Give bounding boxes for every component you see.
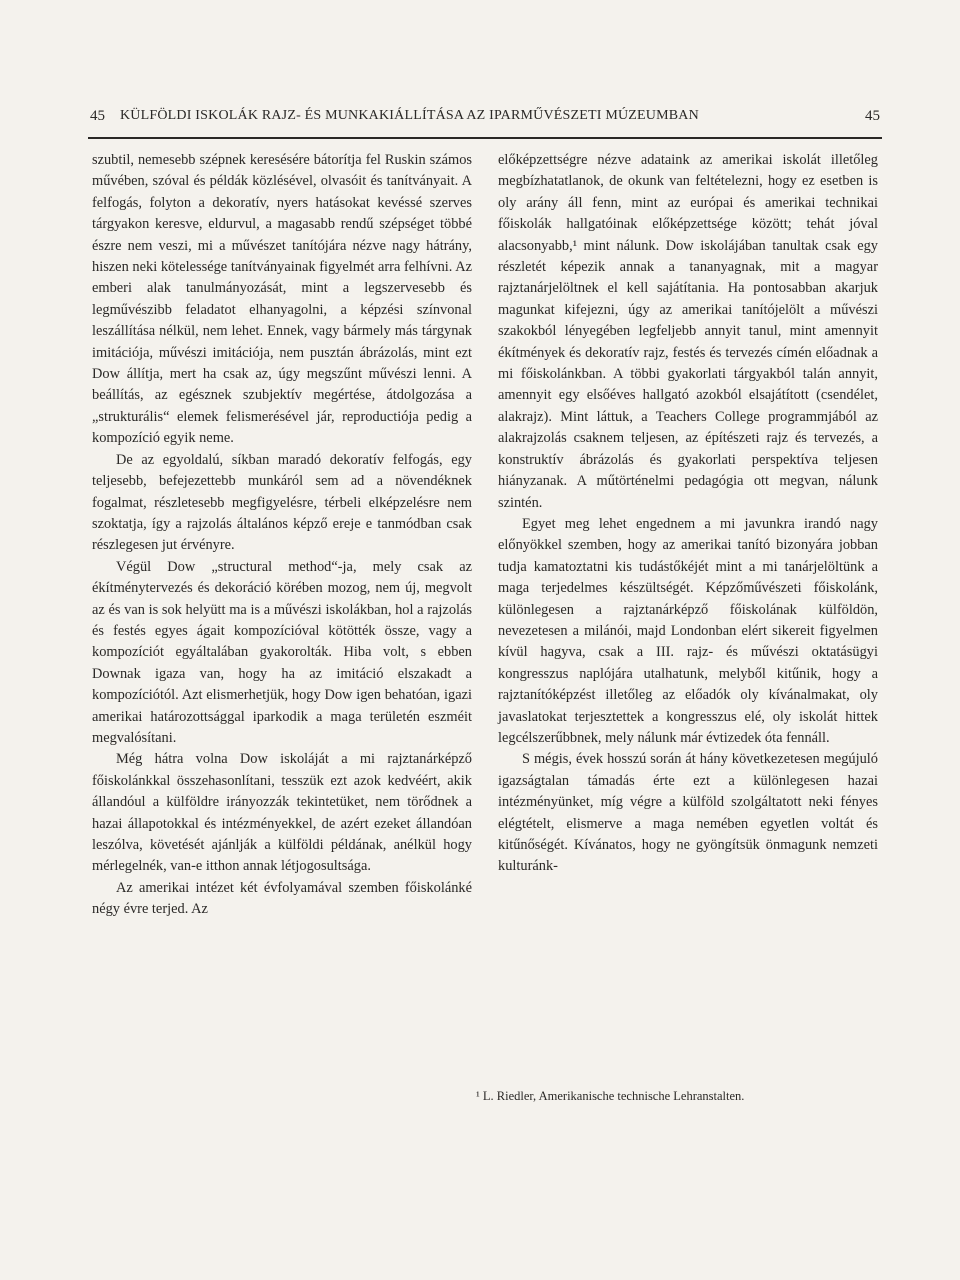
page-number-left: 45	[90, 108, 105, 124]
paragraph: előképzettségre nézve adataink az amerikai iskolát illetőleg megbízhatatlanok, de okunk van feltételezni, hogy ez esetben is oly arány áll fenn, mint az európai és amerikai technikai főiskolák hallgatóinak előképzettsége között; tehát jóval alacsonyabb,¹ mint nálunk. Dow iskolájában tanultak csak egy részletét képezik annak a tananyagnak, mit a magyar rajztanárjelöltnek el kell sajátítania. Ha pontosabban akarjuk magunkat kifejezni, úgy az amerikai tanítójelölt a művészi szakokból lényegében legfeljebb annyit tanul, mint amennyit ékítmények és dekoratív rajz, festés és tervezés címén előadnak a mi főiskolánkban. A többi gyakorlati tárgyakból talán annyit, amennyit egy elsőéves hallgató azokból elsajátított (csendélet, alakrajz). Mint láttuk, a Teachers College programmjából az alakrajzolás csaknem teljesen, az építészeti rajz és tervezés, a konstruktív ábrázolás és gyakorlati perspektíva teljesen hiányzanak. A műtörténelmi pedagógia ott megvan, nálunk szintén.	[498, 152, 878, 511]
paragraph: S mégis, évek hosszú során át hány következetesen megújuló igazságtalan támadás érte ezt a különlegesen hazai intézményünket, míg végre a külföld szolgáltatott neki fényes elégtételt, elismerve a maga nemében egyetlen voltát és kitűnőségét. Kívánatos, hogy ne gyöngítsük önmagunk nemzeti kulturánk-	[498, 751, 878, 875]
paragraph: Végül Dow „structural method“-ja, mely csak az ékítménytervezés és dekoráció körében mozog, nem új, megvolt az és van is sok helyütt ma is a művészi iskolákban, hol a rajzolás és festés egyes ágait kompozícióval kötötték össze, vagy a kompozíciót egyáltalában gyakorolták. Hiba volt, s ebben Downak igaza van, hogy ha az imitáció elszakadt a kompozíciótól. Azt elismerhetjük, hogy Dow igen behatóan, igazi amerikai határozottsággal iparkodik a maga területén eszméit megvalósítani.	[92, 558, 472, 746]
paragraph: Még hátra volna Dow iskoláját a mi rajztanárképző főiskolánkkal összehasonlítani, tesszük ezt azok kedvéért, akik állandóul a külföldre irányozzák tekintetüket, nem törődnek a hazai állapotokkal és intézményekkel, de azért ezeket állandóan leszólva, követését ajánlják a külföldi példának, anélkül hogy mérlegelnék, van-e itthon annak létjogosultsága.	[92, 751, 472, 875]
paragraph: Egyet meg lehet engednem a mi javunkra irandó nagy előnyökkel szemben, hogy az amerikai tanító bizonyára jobban tudja kamatoztatni kis tudástőkéjét mint a mi tanárjelöltünk a maga terjedelmes készültségét. Képzőművészeti főiskolánk, különlegesen a rajztanárképző főiskolának külföldön, nevezetesen a milánói, majd Londonban elért sikereit figyelmen kívül hagyva, csak a III. rajz- és művészi oktatásügyi kongresszus naplójára utalhatunk, melyből kitűnik, hogy a rajztanítóképzést illetőleg az előadók oly kívánalmakat, oly javaslatokat terjesztettek a kongresszus elé, oly iskolát hittek legcélszerűbbnek, mely nálunk már évtizedek óta fennáll.	[498, 515, 878, 746]
paragraph: De az egyoldalú, síkban maradó dekoratív felfogás, egy teljesebb, befejezettebb munkáról sem ad a növendéknek fogalmat, részletesebb megfigyelésre, térbeli elképzelésre nem szoktatja, így a rajzolás általános képző ereje e tanmódban csak részlegesen jut érvényre.	[92, 451, 472, 554]
running-title: KÜLFÖLDI ISKOLÁK RAJZ- ÉS MUNKAKIÁLLÍTÁSA AZ IPARMŰVÉSZETI MÚZEUMBAN	[120, 108, 699, 123]
left-column	[92, 150, 472, 921]
running-header	[90, 108, 880, 132]
paragraph: szubtil, nemesebb szépnek keresésére bátorítja fel Ruskin számos művében, szóval és példák közlésével, olvasóit és tanítványait. A felfogás, folyton a dekoratív, nyers hatásokat kevéssé szerves tárgyakon keresve, eldurvul, a magasabb rendű szépséget többé észre nem veszi, mi a művészet tanítójára nézve nagy hátrány, hiszen neki kötelessége tanítványainak figyelmét arra felhívni. Az emberi alak tanulmányozását, mint a legszervesebb és legművészibb feladatot elhanyagolni, a képzési színvonal leszállítása nélkül, nem lehet. Ennek, vagy bármely más tárgynak imitációja, művészi imitációja, nem pusztán ábrázolás, mint ezt Dow állítja, mert ha csak az, úgy megszűnt művészi lenni. A beállítás, az egésznek szubjektív megértése, átdolgozása a „strukturális“ elemek felismerésével jár, reproductiója pedig a kompozíció egyik neme.	[92, 152, 472, 447]
right-column	[498, 150, 878, 878]
header-rule	[88, 137, 882, 139]
paragraph: Az amerikai intézet két évfolyamával szemben főiskolánké négy évre terjed. Az	[92, 879, 472, 918]
page-number-right: 45	[865, 108, 880, 124]
footnote: ¹ L. Riedler, Amerikanische technische Lehranstalten.	[476, 1089, 745, 1103]
